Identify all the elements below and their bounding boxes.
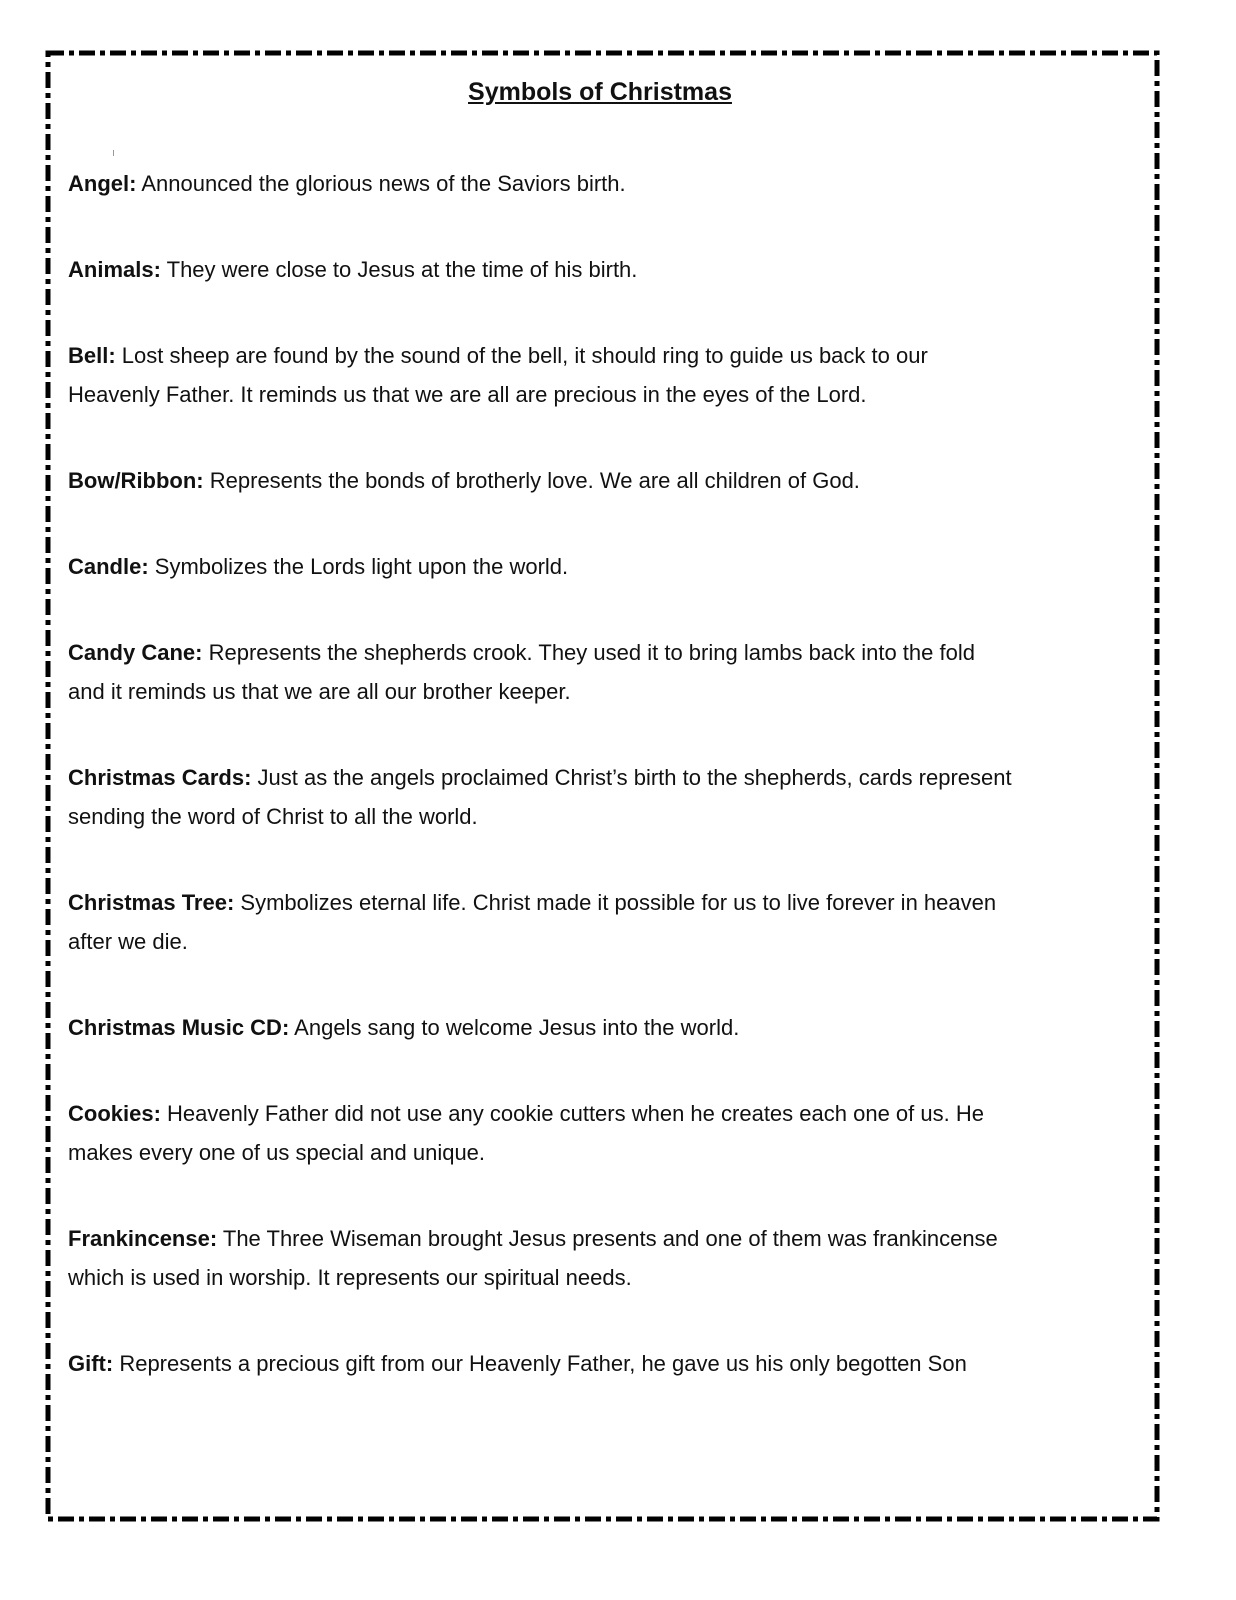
- symbol-term: Candle:: [68, 554, 149, 579]
- symbol-description: Angels sang to welcome Jesus into the world.: [289, 1015, 740, 1040]
- symbol-term: Bell:: [68, 343, 116, 368]
- symbol-description: Represents the shepherds crook. They used it to bring lambs back into the fold: [202, 640, 975, 665]
- entry-line: [68, 1219, 1168, 1258]
- symbol-entry: [68, 164, 1168, 203]
- symbol-entry: [68, 633, 1168, 711]
- entry-line: [68, 375, 1168, 414]
- symbol-term: Bow/Ribbon:: [68, 468, 204, 493]
- symbol-term: Christmas Tree:: [68, 890, 235, 915]
- symbol-entry: [68, 758, 1168, 836]
- entry-line: [68, 164, 1168, 203]
- symbol-term: Animals:: [68, 257, 161, 282]
- entry-line: [68, 461, 1168, 500]
- symbol-entry: [68, 883, 1168, 961]
- symbol-term: Angel:: [68, 171, 137, 196]
- symbol-entry: [68, 1094, 1168, 1172]
- entry-line: [68, 1258, 1168, 1297]
- symbol-description: and it reminds us that we are all our brother keeper.: [68, 679, 571, 704]
- symbol-description: Announced the glorious news of the Saviors birth.: [136, 171, 626, 196]
- symbol-term: Christmas Music CD:: [68, 1015, 290, 1040]
- entry-line: [68, 672, 1168, 711]
- symbol-description: after we die.: [68, 929, 188, 954]
- entry-line: [68, 633, 1168, 672]
- symbol-term: Christmas Cards:: [68, 765, 252, 790]
- symbol-description: Just as the angels proclaimed Christ’s birth to the shepherds, cards represent: [251, 765, 1012, 790]
- symbol-list: [68, 164, 1168, 1430]
- entry-line: [68, 1133, 1168, 1172]
- symbol-description: They were close to Jesus at the time of his birth.: [160, 257, 638, 282]
- page-title: Symbols of Christmas: [468, 78, 732, 106]
- symbol-term: Frankincense:: [68, 1226, 218, 1251]
- entry-line: [68, 1094, 1168, 1133]
- symbol-entry: [68, 461, 1168, 500]
- symbol-description: Represents a precious gift from our Heavenly Father, he gave us his only begotten Son: [113, 1351, 967, 1376]
- symbol-description: Heavenly Father. It reminds us that we are all are precious in the eyes of the Lord.: [68, 382, 867, 407]
- entry-line: [68, 797, 1168, 836]
- symbol-description: makes every one of us special and unique.: [68, 1140, 486, 1165]
- symbol-entry: [68, 1344, 1168, 1383]
- entry-line: [68, 883, 1168, 922]
- entry-line: [68, 336, 1168, 375]
- entry-line: [68, 250, 1168, 289]
- entry-line: [68, 1008, 1168, 1047]
- symbol-description: Symbolizes eternal life. Christ made it possible for us to live forever in heaven: [234, 890, 997, 915]
- symbol-entry: [68, 1008, 1168, 1047]
- entry-line: [68, 922, 1168, 961]
- symbol-description: Lost sheep are found by the sound of the bell, it should ring to guide us back to our: [115, 343, 928, 368]
- symbol-description: Symbolizes the Lords light upon the world.: [148, 554, 569, 579]
- entry-line: [68, 758, 1168, 797]
- entry-line: [68, 1344, 1168, 1383]
- symbol-description: Represents the bonds of brotherly love. We are all children of God.: [203, 468, 860, 493]
- symbol-term: Candy Cane:: [68, 640, 203, 665]
- symbol-entry: [68, 1219, 1168, 1297]
- stray-mark: [113, 150, 114, 156]
- symbol-description: sending the word of Christ to all the world.: [68, 804, 478, 829]
- symbol-description: The Three Wiseman brought Jesus presents and one of them was frankincense: [217, 1226, 998, 1251]
- entry-line: [68, 547, 1168, 586]
- symbol-description: Heavenly Father did not use any cookie cutters when he creates each one of us. He: [160, 1101, 984, 1126]
- symbol-term: Gift:: [68, 1351, 114, 1376]
- symbol-entry: [68, 547, 1168, 586]
- symbol-term: Cookies:: [68, 1101, 161, 1126]
- symbol-description: which is used in worship. It represents our spiritual needs.: [68, 1265, 632, 1290]
- symbol-entry: [68, 336, 1168, 414]
- symbol-entry: [68, 250, 1168, 289]
